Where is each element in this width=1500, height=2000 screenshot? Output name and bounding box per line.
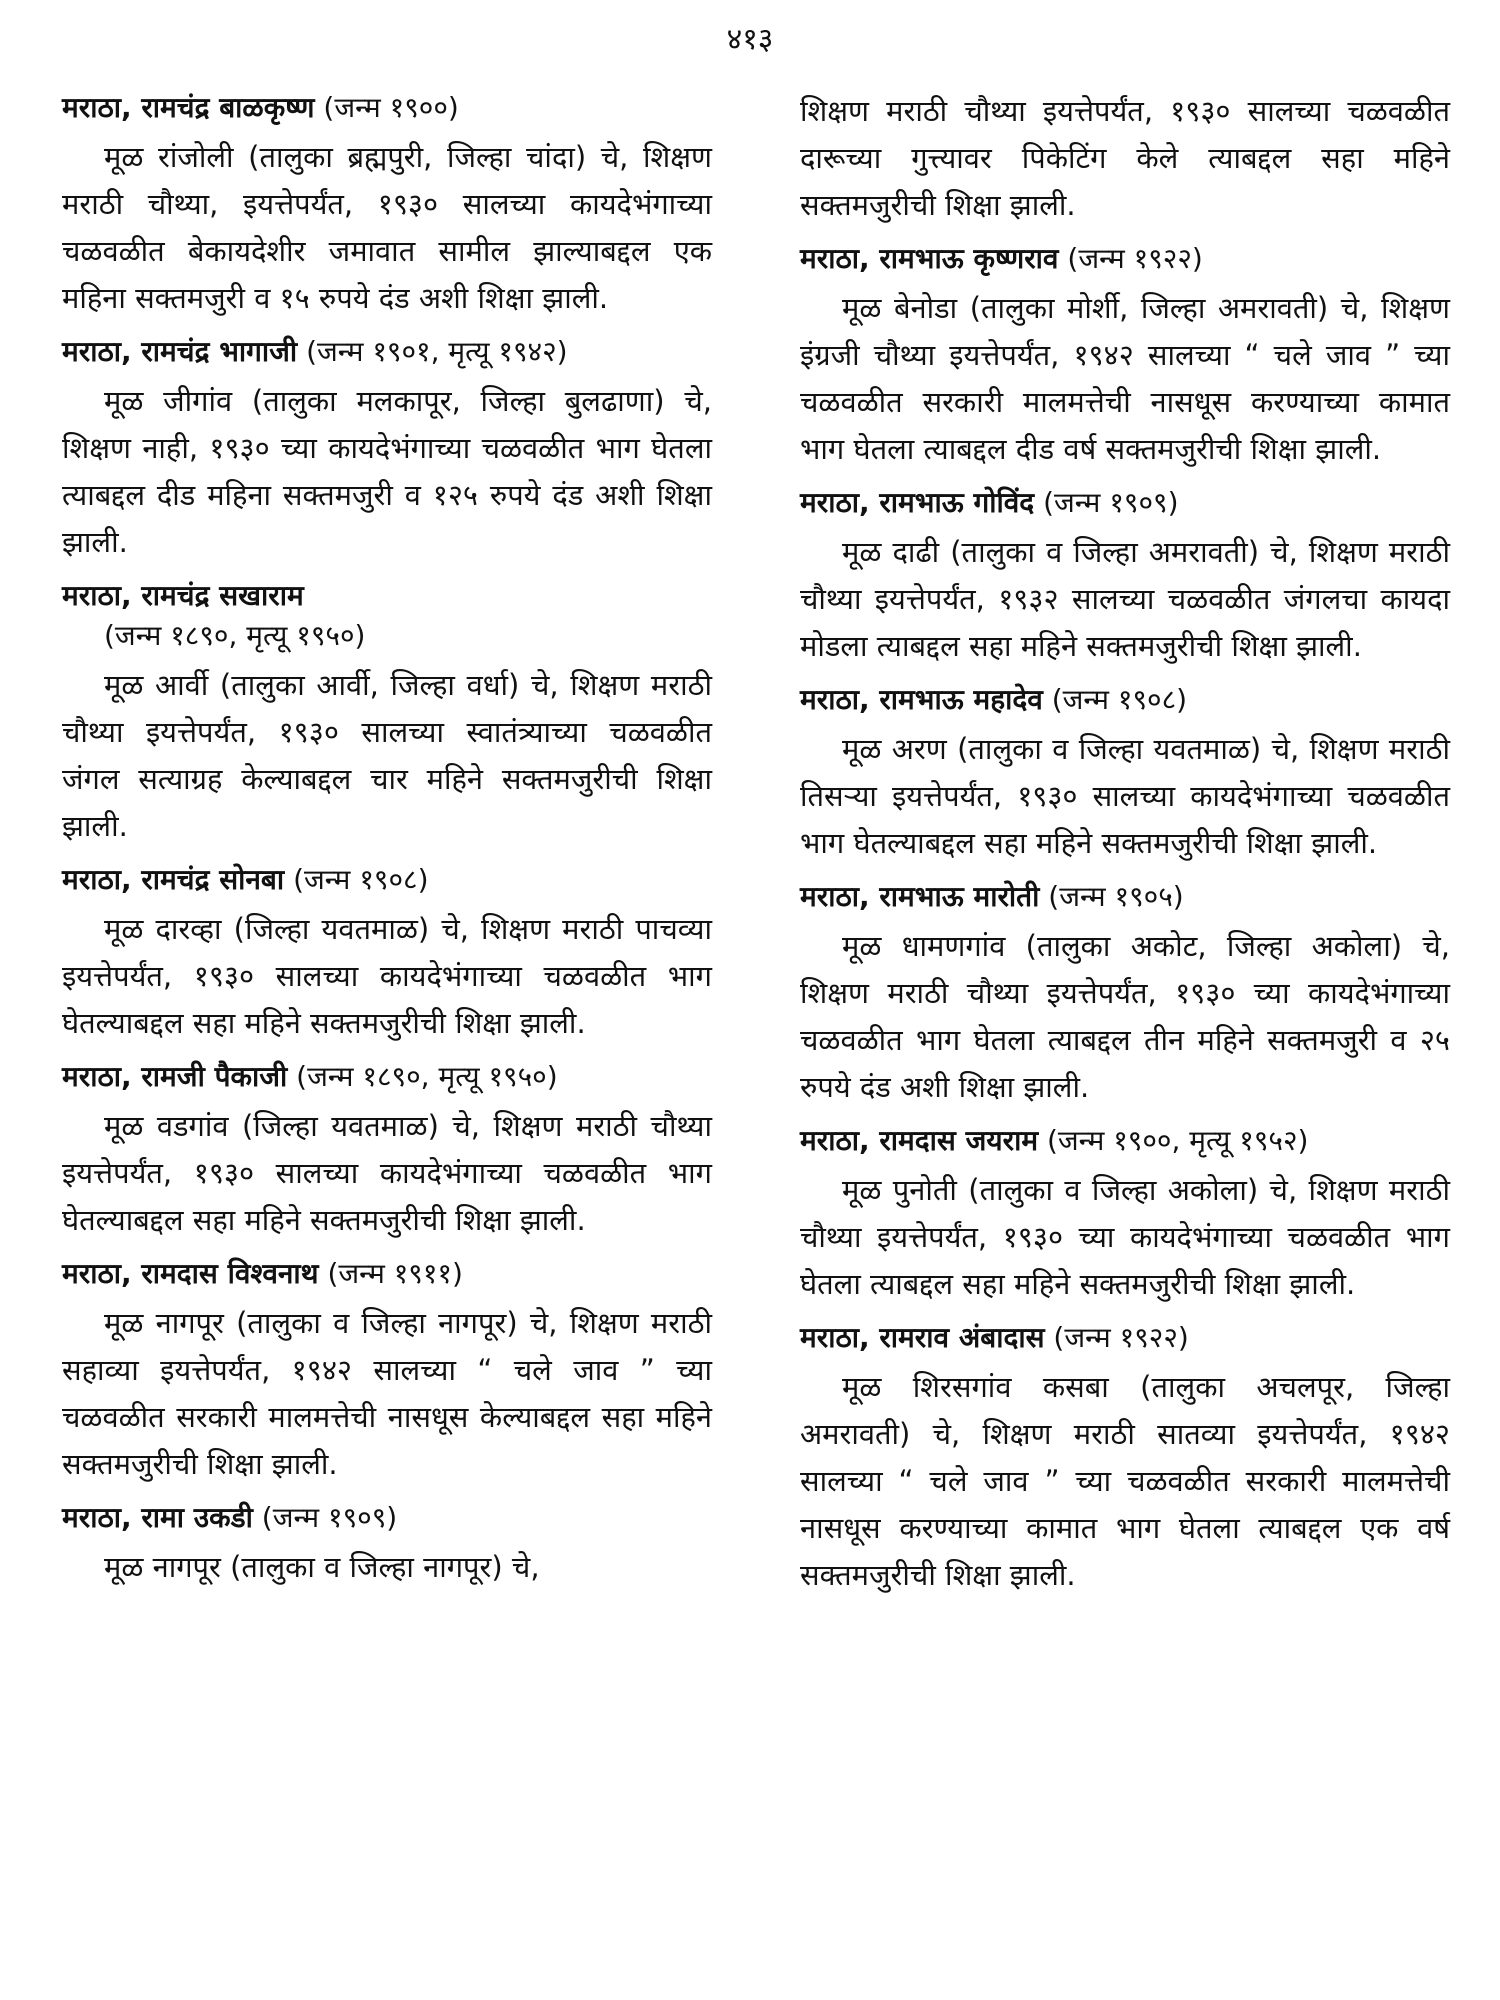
entry-heading bbox=[800, 680, 1450, 720]
entry-ramchandra-sakharam bbox=[62, 576, 712, 850]
entry-text: मूळ बेनोडा (तालुका मोर्शी, जिल्हा अमरावती) चे, शिक्षण इंग्रजी चौथ्या इयत्तेपर्यंत, १९४२ सालच्या “ चले जाव ” च्या चळवळीत सरकारी मालमत्तेची नासधूस करण्याच्या कामात भाग घेतला त्याबद्दल दीड वर्ष सक्तमजुरीची शिक्षा झाली. bbox=[800, 291, 1450, 466]
person-name: मराठा, रामभाऊ गोविंद bbox=[800, 486, 1035, 519]
life-dates: (जन्म १९२२) bbox=[1067, 242, 1203, 275]
life-dates: (जन्म १९०९) bbox=[261, 1501, 398, 1534]
life-dates: (जन्म १९२२) bbox=[1053, 1321, 1189, 1354]
life-dates: (जन्म १९०८) bbox=[293, 863, 429, 896]
entry-heading bbox=[62, 860, 712, 900]
entry-text: मूळ शिरसगांव कसबा (तालुका अचलपूर, जिल्हा अमरावती) चे, शिक्षण मराठी सातव्या इयत्तेपर्यंत, १९४२ सालच्या “ चले जाव ” च्या चळवळीत सरकारी मालमत्तेची नासधूस करण्याच्या कामात भाग घेतला त्याबद्दल एक वर्ष सक्तमजुरीची शिक्षा झाली. bbox=[800, 1370, 1450, 1592]
entry-rambhau-maroti bbox=[800, 877, 1450, 1111]
person-name: मराठा, रामचंद्र बाळकृष्ण bbox=[62, 91, 315, 124]
entry-rambhau-krishnarao bbox=[800, 239, 1450, 473]
entry-text: मूळ अरण (तालुका व जिल्हा यवतमाळ) चे, शिक्षण मराठी तिसऱ्या इयत्तेपर्यंत, १९३० सालच्या कायदेभंगाच्या चळवळीत भाग घेतल्याबद्दल सहा महिने सक्तमजुरीची शिक्षा झाली. bbox=[800, 732, 1450, 860]
entry-text: मूळ धामणगांव (तालुका अकोट, जिल्हा अकोला) चे, शिक्षण मराठी चौथ्या इयत्तेपर्यंत, १९३० च्या कायदेभंगाच्या चळवळीत भाग घेतला त्याबद्दल तीन महिने सक्तमजुरी व २५ रुपये दंड अशी शिक्षा झाली. bbox=[800, 929, 1450, 1104]
right-column bbox=[800, 88, 1450, 1609]
person-name: मराठा, रामा उकडी bbox=[62, 1501, 253, 1534]
person-name: मराठा, रामचंद्र भागाजी bbox=[62, 335, 298, 368]
person-name: मराठा, रामभाऊ मारोती bbox=[800, 880, 1040, 913]
entry-text: मूळ दाढी (तालुका व जिल्हा अमरावती) चे, शिक्षण मराठी चौथ्या इयत्तेपर्यंत, १९३२ सालच्या चळवळीत जंगलचा कायदा मोडला त्याबद्दल सहा महिने सक्तमजुरीची शिक्षा झाली. bbox=[800, 535, 1450, 663]
entry-ramji-paikaji bbox=[62, 1057, 712, 1244]
entry-heading bbox=[62, 576, 712, 656]
entry-heading bbox=[62, 1057, 712, 1097]
entry-text: मूळ नागपूर (तालुका व जिल्हा नागपूर) चे, शिक्षण मराठी सहाव्या इयत्तेपर्यंत, १९४२ सालच्या “ चले जाव ” च्या चळवळीत सरकारी मालमत्तेची नासधूस केल्याबद्दल सहा महिने सक्तमजुरीची शिक्षा झाली. bbox=[62, 1306, 712, 1481]
entry-rama-ukadi bbox=[62, 1498, 712, 1591]
entry-heading bbox=[62, 88, 712, 128]
entry-heading bbox=[62, 332, 712, 372]
entry-heading bbox=[62, 1254, 712, 1294]
entry-rambhau-mahadev bbox=[800, 680, 1450, 867]
entry-ramchandra-sonba bbox=[62, 860, 712, 1047]
life-dates: (जन्म १९००, मृत्यू १९५२) bbox=[1046, 1124, 1309, 1157]
person-name: मराठा, रामदास जयराम bbox=[800, 1124, 1039, 1157]
entry-ramrao-ambadas bbox=[800, 1318, 1450, 1599]
entry-text: मूळ रांजोली (तालुका ब्रह्मपुरी, जिल्हा चांदा) चे, शिक्षण मराठी चौथ्या, इयत्तेपर्यंत, १९३० सालच्या कायदेभंगाच्या चळवळीत बेकायदेशीर जमावात सामील झाल्याबद्दल एक महिना सक्तमजुरी व १५ रुपये दंड अशी शिक्षा झाली. bbox=[62, 140, 712, 315]
life-dates: (जन्म १९०९) bbox=[1043, 486, 1179, 519]
life-dates: (जन्म १८९०, मृत्यू १९५०) bbox=[296, 1060, 558, 1093]
person-name: मराठा, रामचंद्र सखाराम bbox=[62, 579, 304, 612]
person-name: मराठा, रामभाऊ महादेव bbox=[800, 683, 1043, 716]
continued-text: शिक्षण मराठी चौथ्या इयत्तेपर्यंत, १९३० सालच्या चळवळीत दारूच्या गुत्त्यावर पिकेटिंग केले त्याबद्दल सहा महिने सक्तमजुरीची शिक्षा झाली. bbox=[800, 94, 1450, 222]
entry-heading bbox=[800, 1318, 1450, 1358]
life-dates: (जन्म १८९०, मृत्यू १९५०) bbox=[104, 619, 366, 652]
person-name: मराठा, रामराव अंबादास bbox=[800, 1321, 1045, 1354]
entry-text: मूळ दारव्हा (जिल्हा यवतमाळ) चे, शिक्षण मराठी पाचव्या इयत्तेपर्यंत, १९३० सालच्या कायदेभंगाच्या चळवळीत भाग घेतल्याबद्दल सहा महिने सक्तमजुरीची शिक्षा झाली. bbox=[62, 912, 712, 1040]
entry-text: मूळ आर्वी (तालुका आर्वी, जिल्हा वर्धा) चे, शिक्षण मराठी चौथ्या इयत्तेपर्यंत, १९३० सालच्या स्वातंत्र्याच्या चळवळीत जंगल सत्याग्रह केल्याबद्दल चार महिने सक्तमजुरीची शिक्षा झाली. bbox=[62, 668, 712, 843]
entry-text: मूळ वडगांव (जिल्हा यवतमाळ) चे, शिक्षण मराठी चौथ्या इयत्तेपर्यंत, १९३० सालच्या कायदेभंगाच्या चळवळीत भाग घेतल्याबद्दल सहा महिने सक्तमजुरीची शिक्षा झाली. bbox=[62, 1109, 712, 1237]
entry-ramchandra-bhagaji bbox=[62, 332, 712, 566]
person-name: मराठा, रामचंद्र सोनबा bbox=[62, 863, 285, 896]
entry-heading bbox=[800, 483, 1450, 523]
entry-heading bbox=[800, 239, 1450, 279]
life-dates: (जन्म १९११) bbox=[327, 1257, 463, 1290]
entry-rambhau-govind bbox=[800, 483, 1450, 670]
entry-text: मूळ पुनोती (तालुका व जिल्हा अकोला) चे, शिक्षण मराठी चौथ्या इयत्तेपर्यंत, १९३० च्या कायदेभंगाच्या चळवळीत भाग घेतला त्याबद्दल सहा महिने सक्तमजुरीची शिक्षा झाली. bbox=[800, 1173, 1450, 1301]
life-dates: (जन्म १९०८) bbox=[1051, 683, 1188, 716]
life-dates: (जन्म १९०५) bbox=[1048, 880, 1184, 913]
left-column bbox=[62, 88, 712, 1601]
entry-heading bbox=[62, 1498, 712, 1538]
person-name: मराठा, रामभाऊ कृष्णराव bbox=[800, 242, 1059, 275]
entry-text: मूळ नागपूर (तालुका व जिल्हा नागपूर) चे, bbox=[104, 1550, 540, 1584]
life-dates: (जन्म १९००) bbox=[323, 91, 459, 124]
life-dates: (जन्म १९०१, मृत्यू १९४२) bbox=[306, 335, 568, 368]
entry-heading bbox=[800, 1121, 1450, 1161]
entry-ramchandra-balkrishna bbox=[62, 88, 712, 322]
person-name: मराठा, रामदास विश्वनाथ bbox=[62, 1257, 319, 1290]
entry-ramdas-vishwanath bbox=[62, 1254, 712, 1488]
entry-ramdas-jayram bbox=[800, 1121, 1450, 1308]
page-number: ४१३ bbox=[726, 22, 774, 57]
entry-continuation bbox=[800, 88, 1450, 229]
person-name: मराठा, रामजी पैकाजी bbox=[62, 1060, 288, 1093]
entry-heading bbox=[800, 877, 1450, 917]
entry-text: मूळ जीगांव (तालुका मलकापूर, जिल्हा बुलढाणा) चे, शिक्षण नाही, १९३० च्या कायदेभंगाच्या चळवळीत भाग घेतला त्याबद्दल दीड महिना सक्तमजुरी व १२५ रुपये दंड अशी शिक्षा झाली. bbox=[62, 384, 712, 559]
